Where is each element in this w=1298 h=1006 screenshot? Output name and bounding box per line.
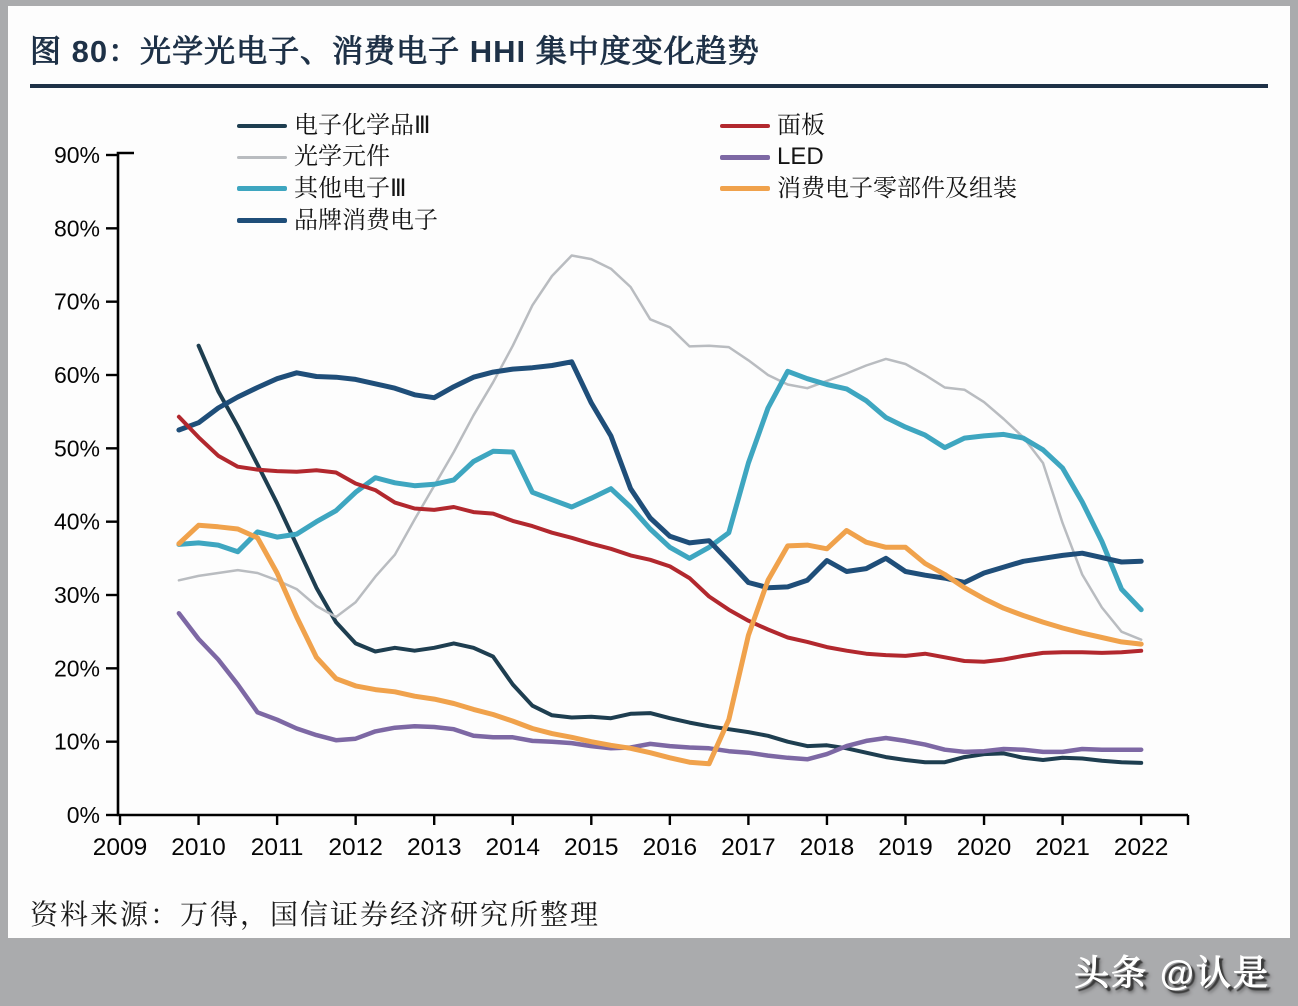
x-tick-label: 2014 (485, 834, 541, 861)
series-line-optical-components (179, 256, 1141, 640)
series-line-led (179, 613, 1141, 759)
y-tick-label: 50% (53, 435, 100, 462)
source-note: 资料来源：万得，国信证券经济研究所整理 (30, 899, 601, 930)
legend-swatch-consumer-electronics-parts-assembly (720, 186, 770, 191)
legend-item-led (720, 142, 1017, 174)
legend-label-consumer-electronics-parts-assembly: 消费电子零部件及组装 (777, 174, 1017, 202)
legend-item-brand-consumer-electronics (237, 205, 438, 237)
y-tick-label: 40% (53, 508, 100, 535)
legend-label-panel: 面板 (777, 111, 825, 139)
legend-item-electronic-chemicals-iii (237, 110, 438, 142)
x-tick-label: 2018 (799, 834, 855, 861)
legend-label-electronic-chemicals-iii: 电子化学品Ⅲ (294, 111, 431, 139)
legend-swatch-optical-components (237, 156, 287, 159)
legend-swatch-other-electronics-iii (237, 186, 287, 191)
y-tick-label: 70% (53, 288, 100, 315)
legend-item-other-electronics-iii (237, 173, 438, 205)
y-tick-label: 30% (53, 582, 100, 609)
y-tick-label: 20% (53, 655, 100, 682)
x-tick-label: 2020 (956, 834, 1012, 861)
x-tick-label: 2010 (171, 834, 226, 861)
legend-swatch-led (720, 155, 770, 160)
y-tick-label: 90% (53, 142, 100, 169)
y-tick-label: 10% (53, 728, 100, 755)
legend-label-optical-components: 光学元件 (294, 143, 390, 171)
legend-swatch-panel (720, 124, 770, 128)
legend-item-panel (720, 110, 1017, 142)
series-line-other-electronics-iii (179, 371, 1141, 609)
legend-label-led: LED (777, 143, 824, 171)
series-line-brand-consumer-electronics (179, 362, 1141, 588)
x-tick-label: 2013 (406, 834, 462, 861)
y-tick-label: 60% (53, 362, 100, 389)
y-tick-label: 0% (66, 802, 100, 828)
x-tick-label: 2012 (328, 834, 383, 861)
x-tick-label: 2017 (721, 834, 776, 861)
x-tick-label: 2019 (878, 834, 933, 861)
legend-swatch-brand-consumer-electronics (237, 218, 287, 223)
x-tick-label: 2016 (642, 834, 698, 861)
legend-column-1 (237, 110, 438, 236)
x-tick-label: 2015 (564, 834, 619, 861)
legend-label-brand-consumer-electronics: 品牌消费电子 (294, 206, 438, 234)
legend-label-other-electronics-iii: 其他电子Ⅲ (294, 174, 407, 202)
legend-swatch-electronic-chemicals-iii (237, 124, 287, 128)
watermark: 头条 @认是 (1074, 954, 1270, 993)
series-line-electronic-chemicals-iii (199, 346, 1142, 763)
y-tick-label: 80% (53, 215, 100, 242)
x-tick-label: 2011 (250, 834, 304, 861)
x-tick-label: 2009 (92, 834, 148, 861)
page-title: 图 80：光学光电子、消费电子 HHI 集中度变化趋势 (30, 34, 760, 69)
legend-item-optical-components (237, 142, 438, 174)
legend-column-2 (720, 110, 1017, 205)
x-tick-label: 2022 (1113, 834, 1169, 861)
legend-item-consumer-electronics-parts-assembly (720, 173, 1017, 205)
x-tick-label: 2021 (1035, 834, 1090, 861)
